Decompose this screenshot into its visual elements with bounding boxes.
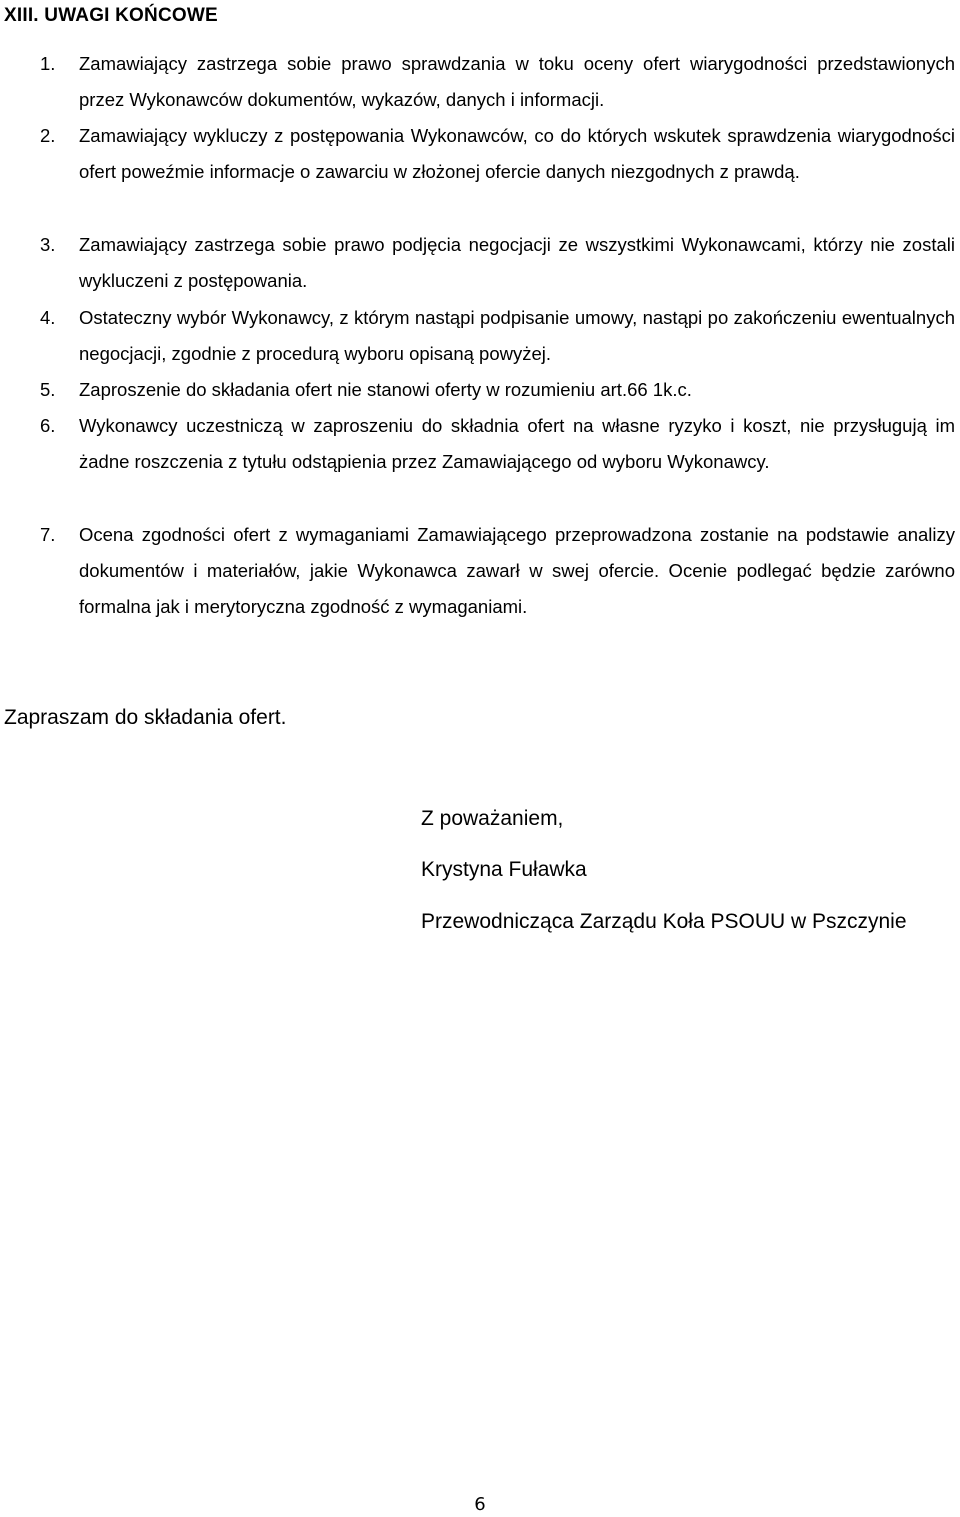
item-number: 4. <box>40 307 56 328</box>
section-title: XIII. UWAGI KOŃCOWE <box>4 5 218 26</box>
item-number: 5. <box>40 379 56 400</box>
item-text: Ostateczny wybór Wykonawcy, z którym nastąpi podpisanie umowy, nastąpi po zakończeniu ewentualnych negocjacji, zgodnie z procedurą wyboru opisaną powyżej. <box>79 307 955 364</box>
item-number: 3. <box>40 234 56 255</box>
item-number: 2. <box>40 125 56 146</box>
item-text: Zamawiający wykluczy z postępowania Wykonawców, co do których wskutek sprawdzenia wiarygodności ofert poweźmie informacje o zawarciu w złożonej ofercie danych niezgodnych z prawdą. <box>79 125 955 182</box>
list-item-6 <box>40 408 955 480</box>
invitation-text: Zapraszam do składania ofert. <box>4 706 287 729</box>
list-item-4 <box>40 300 955 372</box>
item-text: Zaproszenie do składania ofert nie stanowi oferty w rozumieniu art.66 1k.c. <box>79 379 692 400</box>
signature-position: Przewodnicząca Zarządu Koła PSOUU w Pszczynie <box>421 910 907 933</box>
page-number: 6 <box>474 1494 486 1515</box>
item-text: Zamawiający zastrzega sobie prawo sprawdzania w toku oceny ofert wiarygodności przedstawionych przez Wykonawców dokumentów, wykazów, danych i informacji. <box>79 53 955 110</box>
list-item-1 <box>40 46 955 118</box>
item-text: Zamawiający zastrzega sobie prawo podjęcia negocjacji ze wszystkimi Wykonawcami, którzy nie zostali wykluczeni z postępowania. <box>79 234 955 291</box>
signature-name: Krystyna Fuławka <box>421 858 587 881</box>
item-number: 7. <box>40 524 56 545</box>
item-text: Ocena zgodności ofert z wymaganiami Zamawiającego przeprowadzona zostanie na podstawie analizy dokumentów i materiałów, jakie Wykonawca zawarł w swej ofercie. Ocenie podlegać będzie zarówno formalna jak i merytoryczna zgodność z wymaganiami. <box>79 524 955 617</box>
item-number: 6. <box>40 415 56 436</box>
item-text: Wykonawcy uczestniczą w zaproszeniu do składnia ofert na własne ryzyko i koszt, nie przysługują im żadne roszczenia z tytułu odstąpienia przez Zamawiającego od wyboru Wykonawcy. <box>79 415 955 472</box>
list-item-3 <box>40 227 955 299</box>
list-item-2 <box>40 118 955 190</box>
signature-greeting: Z poważaniem, <box>421 807 564 830</box>
list-item-5 <box>40 372 955 408</box>
list-item-7 <box>40 517 955 625</box>
item-number: 1. <box>40 53 56 74</box>
